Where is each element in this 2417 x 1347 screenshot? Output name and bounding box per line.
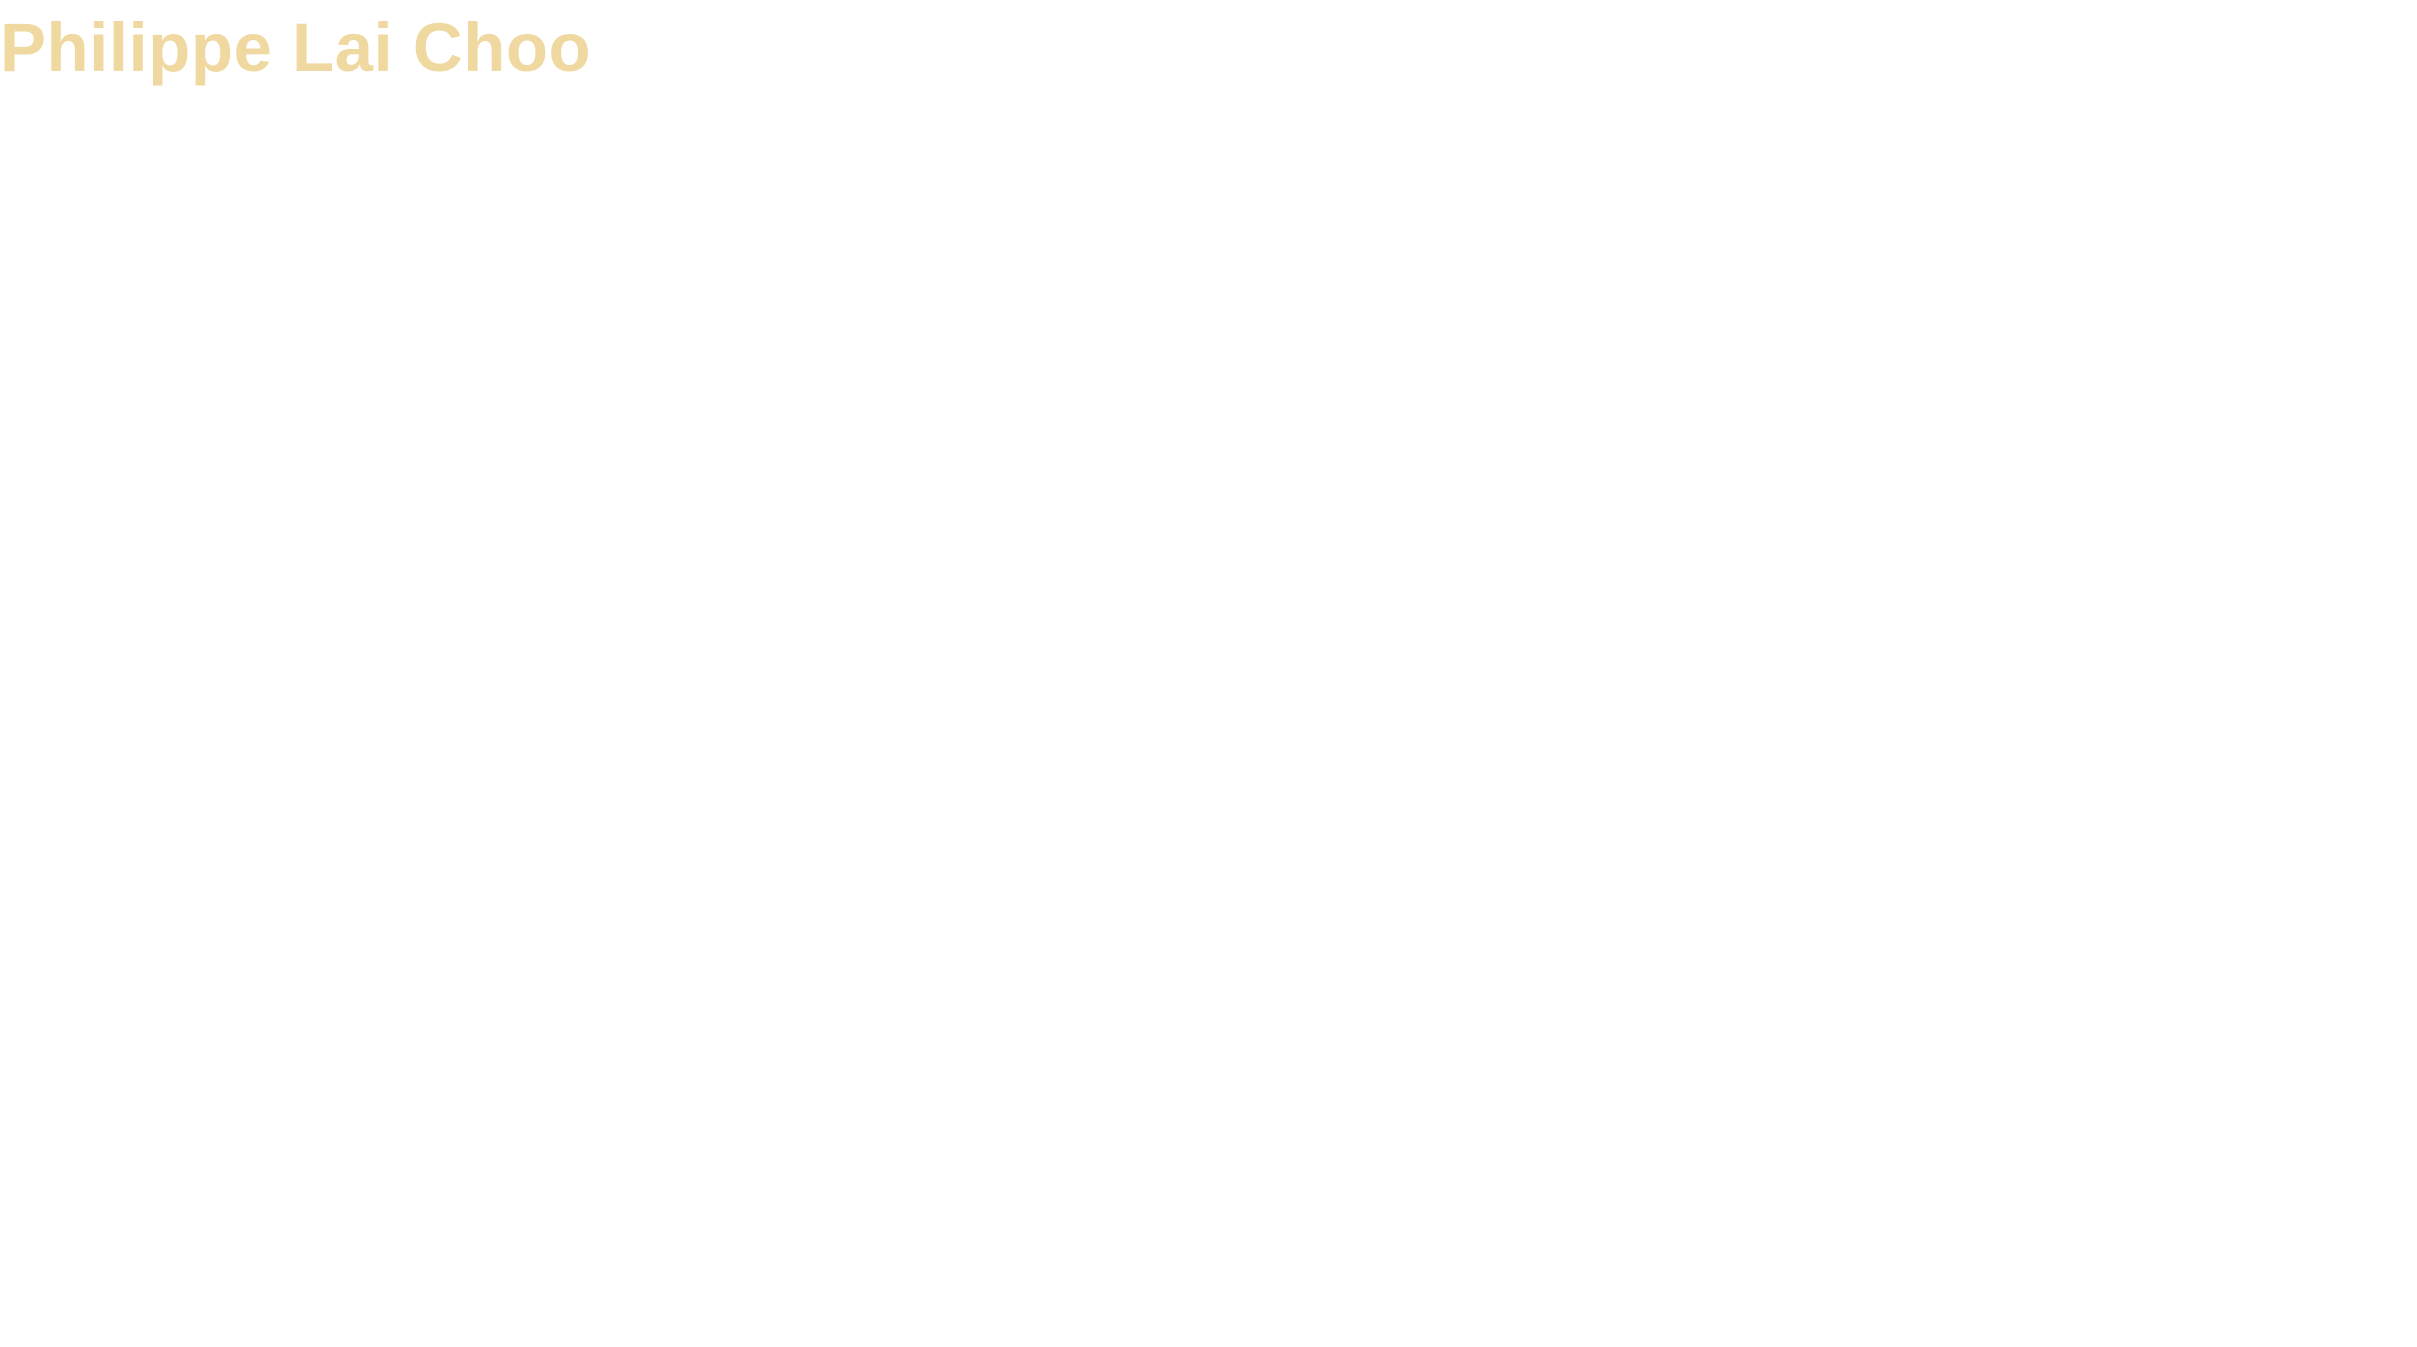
site-title[interactable]: Philippe Lai Choo <box>0 9 592 86</box>
